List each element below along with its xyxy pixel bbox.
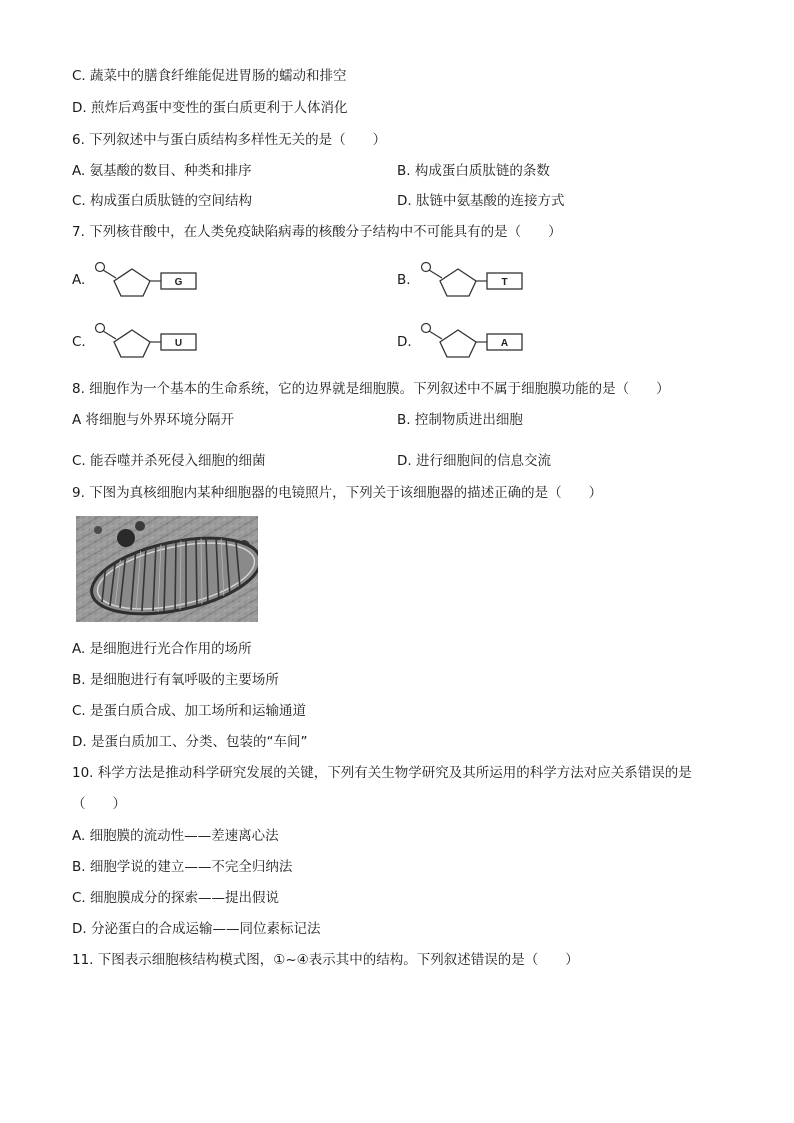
q7-option-c-label: C. (72, 334, 86, 350)
q7-stem: 7. 下列核苷酸中，在人类免疫缺陷病毒的核酸分子结构中不可能具有的是（ ） (72, 224, 562, 240)
q5-option-d: D. 煎炸后鸡蛋中变性的蛋白质更利于人体消化 (72, 100, 348, 116)
q6-option-c: C. 构成蛋白质肽链的空间结构 (72, 193, 253, 209)
q7-option-d-label: D. (397, 334, 412, 350)
mitochondrion-micrograph (76, 516, 258, 622)
q5-option-c: C. 蔬菜中的膳食纤维能促进胃肠的蠕动和排空 (72, 68, 347, 84)
q10-option-d: D. 分泌蛋白的合成运输——同位素标记法 (72, 921, 321, 937)
q6-stem: 6. 下列叙述中与蛋白质结构多样性无关的是（ ） (72, 132, 387, 148)
q7-option-c-nucleotide-diagram (92, 319, 202, 361)
q6-option-b: B. 构成蛋白质肽链的条数 (397, 163, 550, 179)
q6-option-a: A. 氨基酸的数目、种类和排序 (72, 163, 252, 179)
q9-stem: 9. 下图为真核细胞内某种细胞器的电镜照片，下列关于该细胞器的描述正确的是（ ） (72, 485, 603, 501)
q8-stem: 8. 细胞作为一个基本的生命系统，它的边界就是细胞膜。下列叙述中不属于细胞膜功能的是（ ） (72, 381, 670, 397)
q10-option-a: A. 细胞膜的流动性——差速离心法 (72, 828, 279, 844)
q9-option-c: C. 是蛋白质合成、加工场所和运输通道 (72, 703, 307, 719)
q10-stem-paren: （ ） (72, 796, 126, 812)
q7-option-a-nucleotide-diagram (92, 258, 202, 300)
q7-option-c-base: U (174, 338, 183, 349)
q7-option-a-base: G (174, 277, 183, 288)
q7-option-b-nucleotide-diagram (418, 258, 528, 300)
q8-option-d: D. 进行细胞间的信息交流 (397, 453, 551, 469)
q9-option-a: A. 是细胞进行光合作用的场所 (72, 641, 252, 657)
q10-stem: 10. 科学方法是推动科学研究发展的关键，下列有关生物学研究及其所运用的科学方法对应关系错误的是 (72, 765, 692, 781)
q6-option-d: D. 肽链中氨基酸的连接方式 (397, 193, 565, 209)
q8-option-a: A 将细胞与外界环境分隔开 (72, 412, 235, 428)
q7-option-b-base: T (501, 277, 508, 288)
q9-option-b: B. 是细胞进行有氧呼吸的主要场所 (72, 672, 279, 688)
q7-option-d-base: A (500, 338, 509, 349)
q10-option-b: B. 细胞学说的建立——不完全归纳法 (72, 859, 293, 875)
q8-option-c: C. 能吞噬并杀死侵入细胞的细菌 (72, 453, 266, 469)
q7-option-d-nucleotide-diagram (418, 319, 528, 361)
q9-option-d: D. 是蛋白质加工、分类、包装的“车间” (72, 734, 308, 750)
q7-option-a-label: A. (72, 272, 86, 288)
q7-option-b-label: B. (397, 272, 411, 288)
q10-option-c: C. 细胞膜成分的探索——提出假说 (72, 890, 280, 906)
q8-option-b: B. 控制物质进出细胞 (397, 412, 523, 428)
q11-stem: 11. 下图表示细胞核结构模式图，①~④表示其中的结构。下列叙述错误的是（ ） (72, 952, 579, 968)
